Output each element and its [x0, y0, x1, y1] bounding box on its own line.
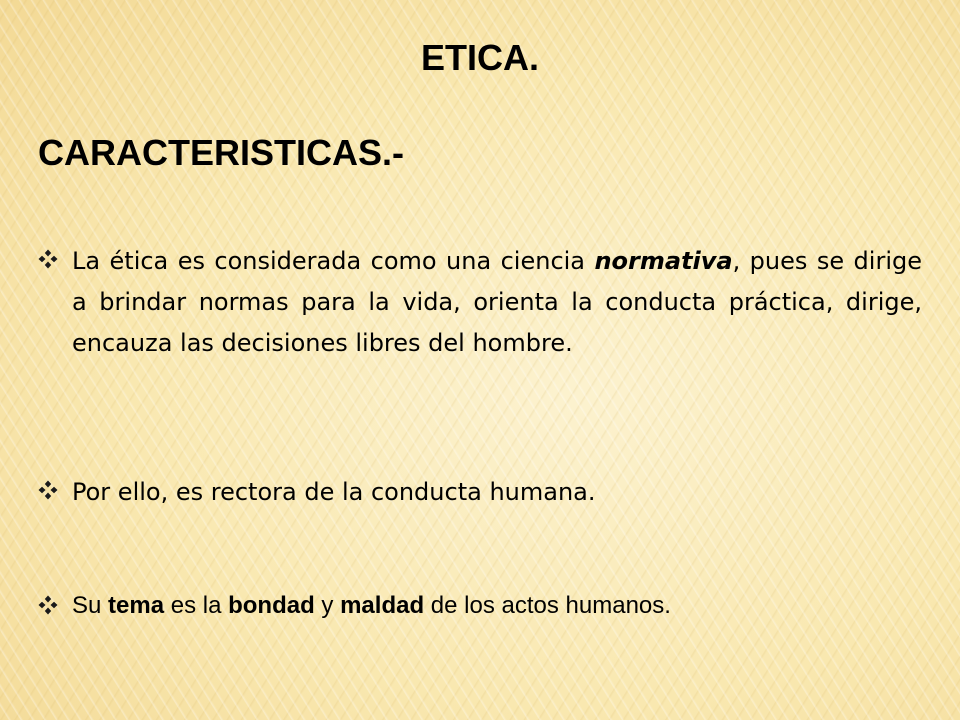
four-diamond-bullet-icon	[38, 595, 58, 615]
four-diamond-bullet-icon	[38, 480, 58, 500]
bullet-text-part: es la	[164, 592, 229, 619]
bullet-text-part: Por ello, es rectora de la conducta humana.	[72, 478, 596, 506]
section-heading: CARACTERISTICAS.-	[38, 132, 404, 173]
emphasis-maldad: maldad	[340, 592, 425, 619]
bullet-item-1	[38, 241, 922, 364]
bullet-text-part: y	[314, 592, 341, 619]
bullet-item-3	[38, 588, 922, 624]
slide-title: ETICA.	[420, 37, 539, 78]
bullet-text	[72, 241, 922, 364]
bullet-item-2	[38, 472, 922, 512]
bullet-text	[72, 472, 922, 512]
bullet-text-part: de los actos humanos.	[424, 592, 671, 619]
bullet-text-part: , pues se dirige a brindar normas para la vida, orienta la conducta práctica, dirige, encauza las decisiones libres del hombre.	[72, 247, 922, 357]
bullet-text-part: Su	[72, 592, 109, 619]
four-diamond-bullet-icon	[38, 249, 58, 269]
bullet-text-part: La ética es considerada como una ciencia	[72, 247, 595, 275]
emphasis-bondad: bondad	[228, 592, 315, 619]
emphasis-tema: tema	[108, 592, 165, 619]
emphasis-normativa: normativa	[594, 247, 733, 275]
bullet-text	[72, 588, 922, 624]
